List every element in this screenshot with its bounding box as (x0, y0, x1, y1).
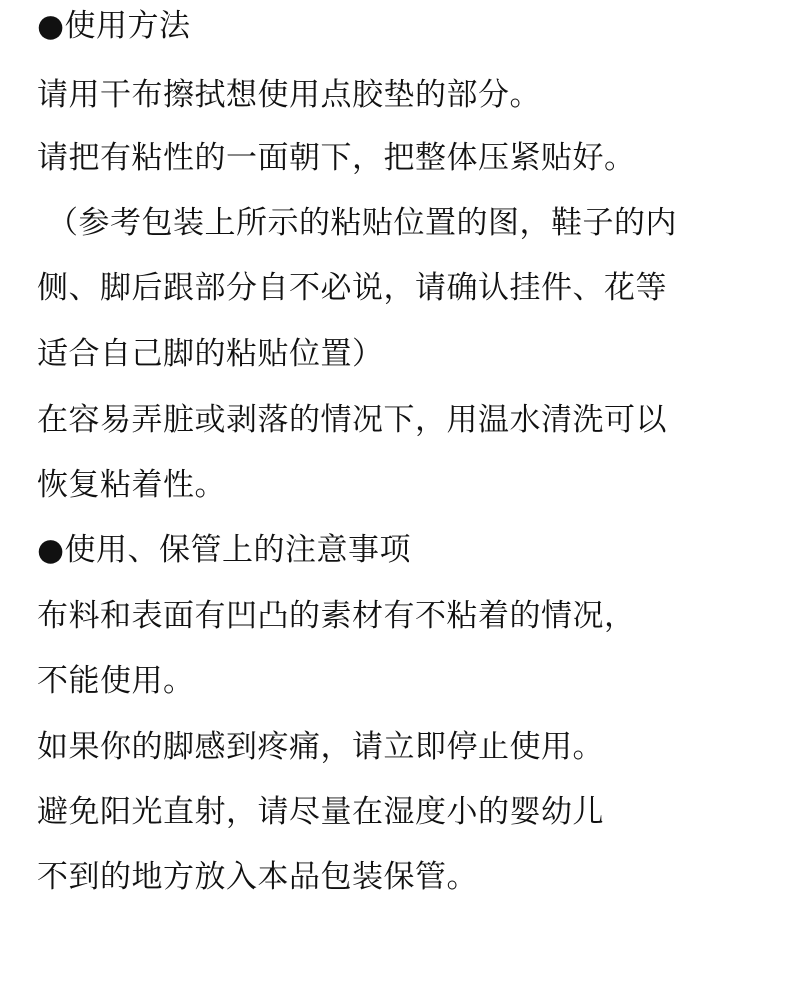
precautions-line-3: 如果你的脚感到疼痛，请立即停止使用。 (37, 729, 604, 765)
precautions-line-1: 布料和表面有凹凸的素材有不粘着的情况， (37, 598, 636, 634)
usage-line-4: 侧、脚后跟部分自不必说，请确认挂件、花等 (37, 270, 667, 306)
usage-line-3: （参考包装上所示的粘贴位置的图，鞋子的内 (47, 205, 677, 241)
precautions-line-4: 避免阳光直射，请尽量在湿度小的婴幼儿 (37, 794, 604, 830)
precautions-line-2: 不能使用。 (37, 663, 195, 699)
precautions-line-5: 不到的地方放入本品包装保管。 (37, 859, 478, 895)
usage-line-6: 在容易弄脏或剥落的情况下，用温水清洗可以 (37, 402, 667, 438)
usage-line-1: 请用干布擦拭想使用点胶垫的部分。 (37, 77, 541, 113)
precautions-heading: ●使用、保管上的注意事项 (37, 532, 412, 568)
usage-line-7: 恢复粘着性。 (37, 467, 226, 503)
usage-line-2: 请把有粘性的一面朝下，把整体压紧贴好。 (37, 140, 636, 176)
usage-heading: ●使用方法 (37, 8, 191, 44)
usage-line-5: 适合自己脚的粘贴位置） (37, 336, 384, 372)
